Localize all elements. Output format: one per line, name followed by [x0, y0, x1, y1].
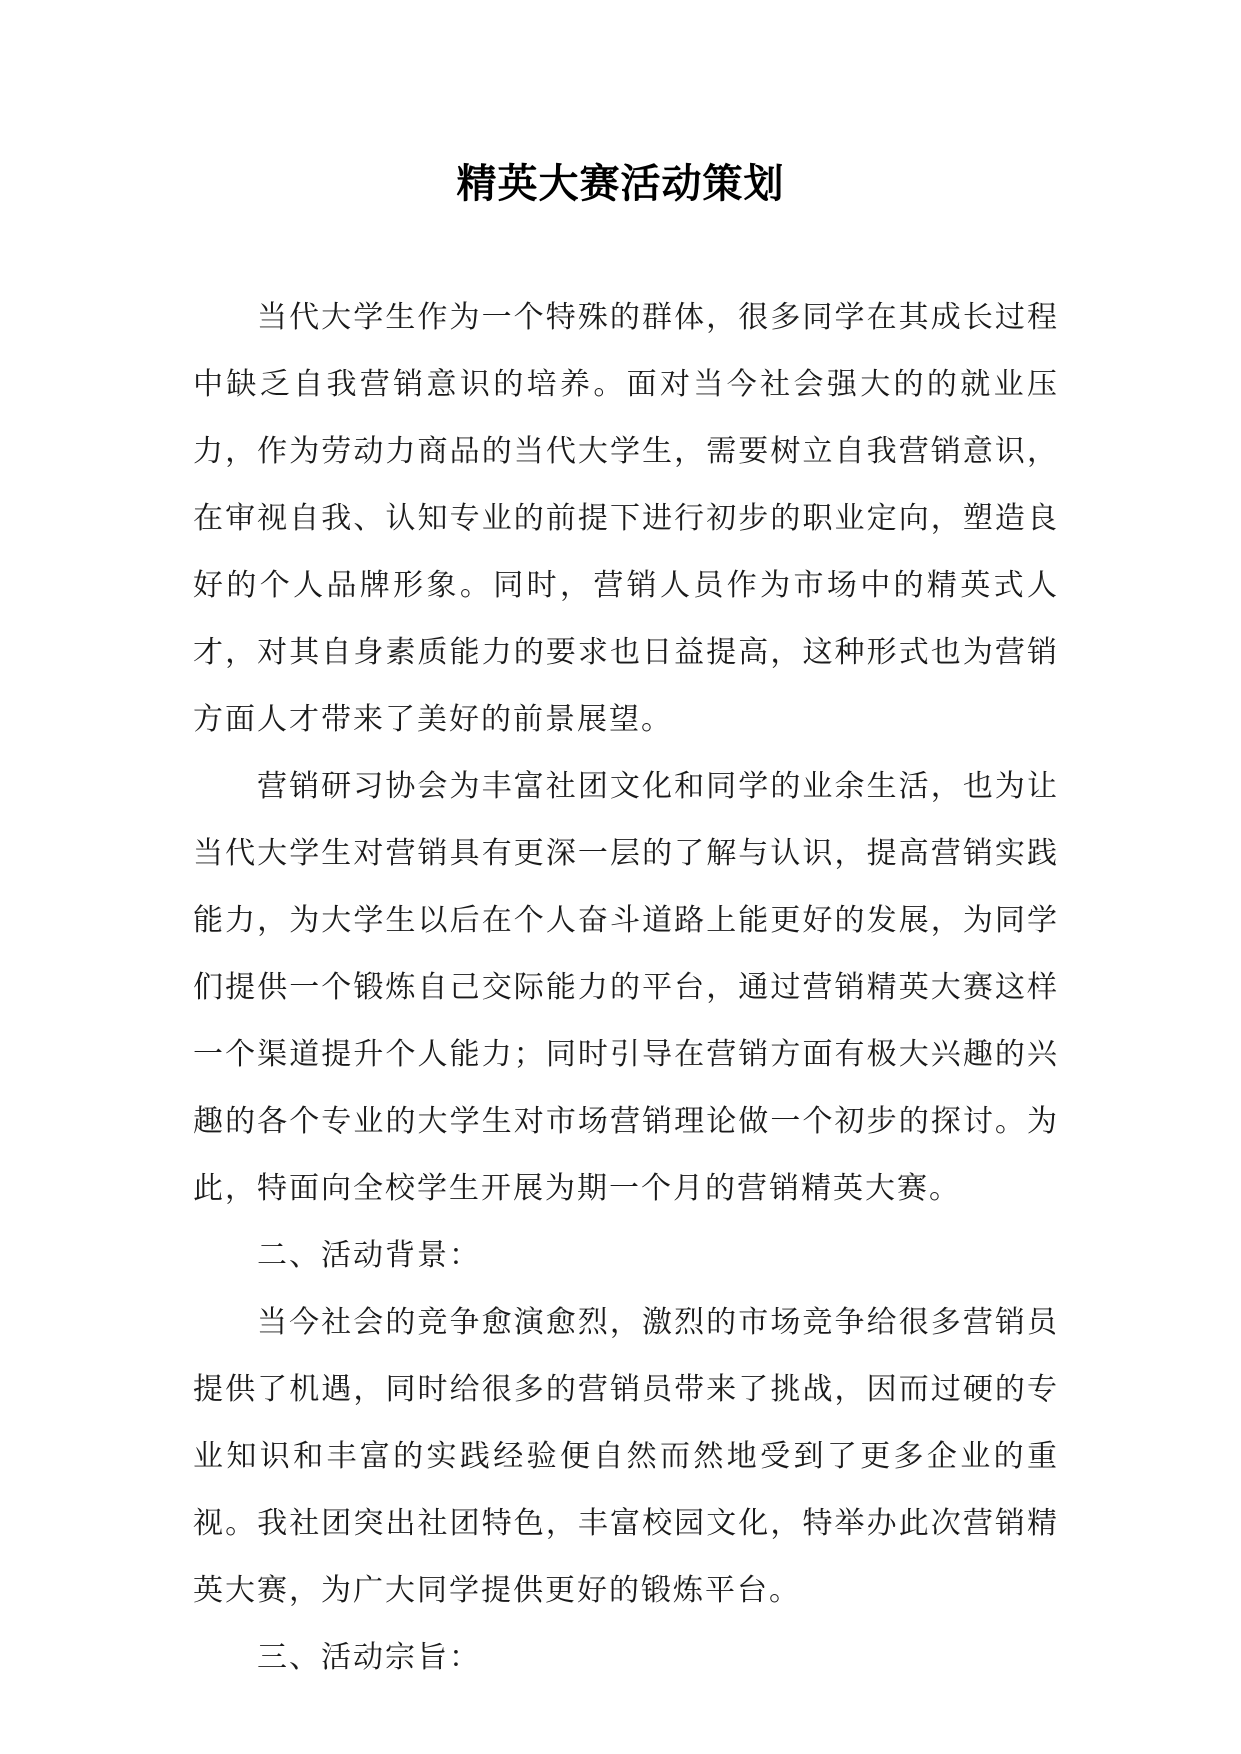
paragraph-association-purpose: 营销研习协会为丰富社团文化和同学的业余生活，也为让当代大学生对营销具有更深一层的了解与认识，提高营销实践能力，为大学生以后在个人奋斗道路上能更好的发展，为同学们提供一个锻炼自己交际能力的平台，通过营销精英大赛这样一个渠道提升个人能力；同时引导在营销方面有极大兴趣的兴趣的各个专业的大学生对市场营销理论做一个初步的探讨。为此，特面向全校学生开展为期一个月的营销精英大赛。 — [193, 769, 1059, 1206]
paragraph-intro: 当代大学生作为一个特殊的群体，很多同学在其成长过程中缺乏自我营销意识的培养。面对当今社会强大的的就业压力，作为劳动力商品的当代大学生，需要树立自我营销意识，在审视自我、认知专业的前提下进行初步的职业定向，塑造良好的个人品牌形象。同时，营销人员作为市场中的精英式人才，对其自身素质能力的要求也日益提高，这种形式也为营销方面人才带来了美好的前景展望。 — [193, 300, 1059, 737]
document-body — [193, 284, 1059, 1691]
paragraph-background: 当今社会的竞争愈演愈烈，激烈的市场竞争给很多营销员提供了机遇，同时给很多的营销员带来了挑战，因而过硬的专业知识和丰富的实践经验便自然而然地受到了更多企业的重视。我社团突出社团特色，丰富校园文化，特举办此次营销精英大赛，为广大同学提供更好的锻炼平台。 — [193, 1305, 1059, 1608]
section-heading-purpose: 三、活动宗旨： — [257, 1640, 481, 1675]
page-title: 精英大赛活动策划 — [456, 161, 785, 207]
section-heading-background: 二、活动背景： — [257, 1238, 481, 1273]
